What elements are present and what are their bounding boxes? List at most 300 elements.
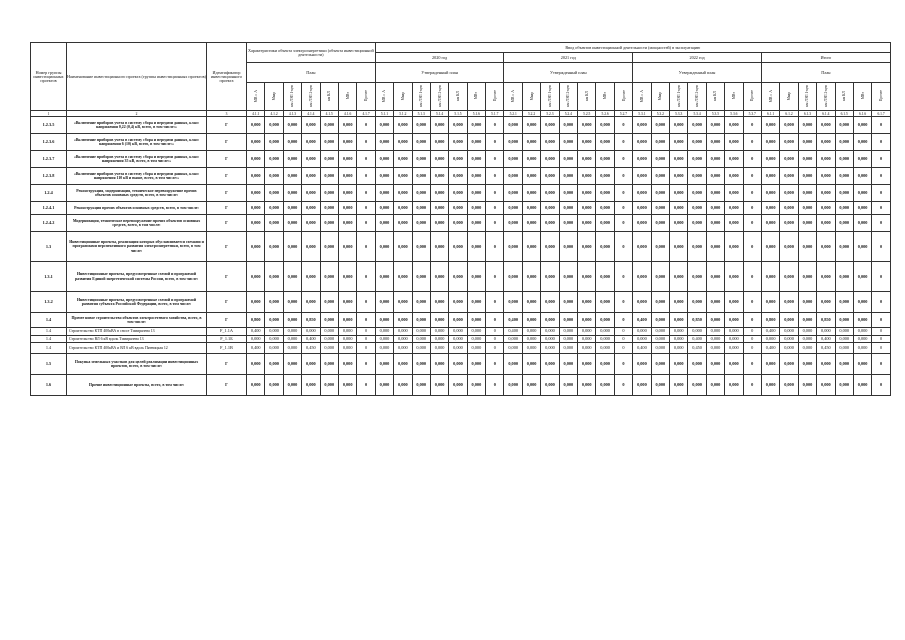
value-cell: 0,000 xyxy=(430,335,448,343)
value-cell: 0,000 xyxy=(578,151,596,168)
value-cell: 0,000 xyxy=(522,117,540,134)
value-cell: 0,000 xyxy=(835,313,853,328)
value-cell: 0,000 xyxy=(265,375,283,396)
value-cell: 0 xyxy=(872,313,891,328)
value-cell: 0,000 xyxy=(706,151,724,168)
header-year-2022: 2022 год xyxy=(633,53,762,63)
value-cell: 0 xyxy=(743,375,761,396)
unit-header: км ЛЭП 1-цеп xyxy=(541,83,559,111)
value-cell: 0 xyxy=(614,202,632,215)
unit-header: Мвар xyxy=(522,83,540,111)
value-cell: 0 xyxy=(614,354,632,375)
value-cell: 0,850 xyxy=(688,313,706,328)
value-cell: 0,000 xyxy=(688,354,706,375)
value-cell: 0,000 xyxy=(798,292,816,313)
value-cell: 0,000 xyxy=(412,215,430,232)
column-number: 6.1.5 xyxy=(835,111,853,117)
value-cell: 0,000 xyxy=(669,168,687,185)
value-cell: 0 xyxy=(357,343,375,354)
column-number: 5.1.2 xyxy=(394,111,412,117)
value-cell: 0,000 xyxy=(651,313,669,328)
value-cell: 0,000 xyxy=(651,292,669,313)
value-cell: 0,000 xyxy=(302,168,320,185)
value-cell: 0,000 xyxy=(283,185,301,202)
value-cell: 0,000 xyxy=(522,215,540,232)
value-cell: 0,000 xyxy=(853,202,871,215)
value-cell: 0,000 xyxy=(283,168,301,185)
value-cell: 0,000 xyxy=(761,151,779,168)
value-cell: 0,000 xyxy=(780,335,798,343)
value-cell: 0 xyxy=(614,328,632,336)
table-row xyxy=(31,292,891,313)
value-cell: 0,400 xyxy=(761,328,779,336)
value-cell: 0 xyxy=(872,375,891,396)
value-cell: 0,400 xyxy=(688,335,706,343)
value-cell: 0,000 xyxy=(578,292,596,313)
value-cell: 0,000 xyxy=(651,151,669,168)
value-cell: 0 xyxy=(743,202,761,215)
value-cell: 0,000 xyxy=(706,354,724,375)
value-cell: 0 xyxy=(743,262,761,292)
value-cell: 0,000 xyxy=(596,151,614,168)
value-cell: 0,000 xyxy=(669,151,687,168)
unit-header: км ЛЭП 1-цеп xyxy=(412,83,430,111)
value-cell: 0,000 xyxy=(412,313,430,328)
value-cell: 0 xyxy=(486,313,504,328)
value-cell: 0,000 xyxy=(798,117,816,134)
value-cell: 0,000 xyxy=(320,232,338,262)
value-cell: 0,000 xyxy=(798,328,816,336)
value-cell: 0 xyxy=(357,215,375,232)
value-cell: 0,000 xyxy=(761,292,779,313)
column-number: 4.1.4 xyxy=(302,111,320,117)
value-cell: 0,000 xyxy=(835,185,853,202)
value-cell: 0,000 xyxy=(541,292,559,313)
value-cell: 0,000 xyxy=(394,262,412,292)
value-cell: 0,000 xyxy=(412,292,430,313)
value-cell: 0,000 xyxy=(430,262,448,292)
value-cell: 0,000 xyxy=(302,292,320,313)
unit-header: км ЛЭП 2-цеп xyxy=(559,83,577,111)
header-volume-group: Ввод объектов инвестиционной деятельности (мощностей) в эксплуатацию xyxy=(375,43,890,53)
value-cell: 0,000 xyxy=(853,335,871,343)
row-id: Г xyxy=(207,375,247,396)
value-cell: 0,000 xyxy=(375,185,393,202)
value-cell: 0,000 xyxy=(578,134,596,151)
unit-header: МВт xyxy=(467,83,485,111)
value-cell: 0,000 xyxy=(798,151,816,168)
value-cell: 0,000 xyxy=(633,375,651,396)
row-number: 1.2.3.8 xyxy=(31,168,67,185)
value-cell: 0,000 xyxy=(761,262,779,292)
value-cell: 0 xyxy=(486,134,504,151)
value-cell: 0,000 xyxy=(320,202,338,215)
value-cell: 0,000 xyxy=(798,134,816,151)
value-cell: 0,000 xyxy=(283,328,301,336)
value-cell: 0,000 xyxy=(596,375,614,396)
value-cell: 0,000 xyxy=(780,185,798,202)
value-cell: 0 xyxy=(872,151,891,168)
value-cell: 0,000 xyxy=(596,354,614,375)
value-cell: 0,000 xyxy=(835,168,853,185)
value-cell: 0,000 xyxy=(467,292,485,313)
header-year-2020: 2020 год xyxy=(375,53,504,63)
value-cell: 0,000 xyxy=(835,292,853,313)
table-row xyxy=(31,168,891,185)
value-cell: 0,000 xyxy=(394,328,412,336)
value-cell: 0,000 xyxy=(338,313,356,328)
value-cell: 0,000 xyxy=(541,343,559,354)
unit-header: МВ×А xyxy=(504,83,522,111)
unit-header: МВт xyxy=(725,83,743,111)
value-cell: 0,000 xyxy=(320,328,338,336)
value-cell: 0,000 xyxy=(633,185,651,202)
value-cell: 0 xyxy=(486,328,504,336)
value-cell: 0,000 xyxy=(265,232,283,262)
value-cell: 0,000 xyxy=(835,375,853,396)
value-cell: 0,800 xyxy=(761,313,779,328)
column-number: 5.3.4 xyxy=(688,111,706,117)
column-number: 6.1.6 xyxy=(853,111,871,117)
value-cell: 0,000 xyxy=(338,202,356,215)
row-id: Г xyxy=(207,202,247,215)
value-cell: 0,000 xyxy=(320,117,338,134)
value-cell: 0,000 xyxy=(247,185,265,202)
value-cell: 0,000 xyxy=(522,375,540,396)
value-cell: 0,000 xyxy=(467,134,485,151)
column-number: 6.1.2 xyxy=(780,111,798,117)
unit-header: км КЛ xyxy=(449,83,467,111)
value-cell: 0 xyxy=(614,117,632,134)
value-cell: 0,000 xyxy=(283,117,301,134)
row-name: Строительство ВЛ 6 кВ вдоль Тимирязева 13 xyxy=(67,335,207,343)
value-cell: 0,000 xyxy=(835,151,853,168)
value-cell: 0,000 xyxy=(651,168,669,185)
value-cell: 0 xyxy=(486,292,504,313)
header-approved-plan-2022: Утвержденный план xyxy=(633,63,762,83)
value-cell: 0,000 xyxy=(761,375,779,396)
value-cell: 0,000 xyxy=(578,328,596,336)
unit-header: км ЛЭП 1-цеп xyxy=(669,83,687,111)
value-cell: 0,000 xyxy=(761,215,779,232)
value-cell: 0,000 xyxy=(430,232,448,262)
value-cell: 0,000 xyxy=(835,232,853,262)
value-cell: 0,000 xyxy=(412,328,430,336)
value-cell: 0,000 xyxy=(394,117,412,134)
value-cell: 0,000 xyxy=(302,202,320,215)
value-cell: 0 xyxy=(357,134,375,151)
row-name: Строительство КТП 400кВА и ВЛ 6 кВ вдоль Пятницкая 12 xyxy=(67,343,207,354)
value-cell: 0,000 xyxy=(559,262,577,292)
value-cell: 0,000 xyxy=(338,134,356,151)
value-cell: 0,000 xyxy=(725,151,743,168)
unit-header: км КЛ xyxy=(320,83,338,111)
row-number: 1.2.4.1 xyxy=(31,202,67,215)
value-cell: 0,000 xyxy=(817,134,835,151)
value-cell: 0,000 xyxy=(835,117,853,134)
value-cell: 0,000 xyxy=(302,262,320,292)
value-cell: 0 xyxy=(357,232,375,262)
value-cell: 0 xyxy=(486,202,504,215)
value-cell: 0,000 xyxy=(706,185,724,202)
value-cell: 0,000 xyxy=(320,262,338,292)
value-cell: 0,000 xyxy=(541,168,559,185)
value-cell: 0,000 xyxy=(633,232,651,262)
row-number: 1.3.1 xyxy=(31,262,67,292)
value-cell: 0,000 xyxy=(522,202,540,215)
unit-header: Мвар xyxy=(780,83,798,111)
value-cell: 0 xyxy=(486,354,504,375)
value-cell: 0,000 xyxy=(283,262,301,292)
value-cell: 0,000 xyxy=(375,375,393,396)
value-cell: 0,000 xyxy=(596,215,614,232)
value-cell: 0,000 xyxy=(541,134,559,151)
column-number: 5.1.3 xyxy=(412,111,430,117)
value-cell: 0,000 xyxy=(247,262,265,292)
value-cell: 0,000 xyxy=(430,168,448,185)
unit-header: км КЛ xyxy=(706,83,724,111)
value-cell: 0,000 xyxy=(688,328,706,336)
value-cell: 0,000 xyxy=(633,215,651,232)
header-plan: План xyxy=(247,63,376,83)
value-cell: 0 xyxy=(486,215,504,232)
value-cell: 0,000 xyxy=(761,134,779,151)
value-cell: 0,000 xyxy=(761,202,779,215)
value-cell: 0,000 xyxy=(430,292,448,313)
value-cell: 0,000 xyxy=(265,134,283,151)
value-cell: 0,000 xyxy=(265,343,283,354)
header-col-num: Номер группы инвестиционных проектов xyxy=(31,43,67,111)
column-number: 4.1.6 xyxy=(338,111,356,117)
value-cell: 0,000 xyxy=(394,343,412,354)
value-cell: 0 xyxy=(743,292,761,313)
value-cell: 0,000 xyxy=(853,328,871,336)
value-cell: 0,000 xyxy=(559,185,577,202)
value-cell: 0,000 xyxy=(522,292,540,313)
value-cell: 0,000 xyxy=(467,328,485,336)
value-cell: 0,000 xyxy=(578,215,596,232)
value-cell: 0,000 xyxy=(467,313,485,328)
value-cell: 0,000 xyxy=(320,134,338,151)
value-cell: 0 xyxy=(872,168,891,185)
value-cell: 0,000 xyxy=(578,232,596,262)
value-cell: 0,000 xyxy=(578,262,596,292)
value-cell: 0,000 xyxy=(651,202,669,215)
row-name: «Включение приборов учета в систему сбора и передачи данных, класс напряжения 6 (10) кВ, всего, в том числе:» xyxy=(67,134,207,151)
value-cell: 0,000 xyxy=(780,117,798,134)
header-year-2021: 2021 год xyxy=(504,53,633,63)
unit-header: км ЛЭП 2-цеп xyxy=(302,83,320,111)
value-cell: 0,000 xyxy=(669,215,687,232)
value-cell: 0,000 xyxy=(725,134,743,151)
value-cell: 0 xyxy=(357,292,375,313)
value-cell: 0,000 xyxy=(430,313,448,328)
table-row xyxy=(31,134,891,151)
column-number: 6.1.4 xyxy=(817,111,835,117)
value-cell: 0,000 xyxy=(780,328,798,336)
value-cell: 0,000 xyxy=(302,232,320,262)
row-number: 1.4 xyxy=(31,343,67,354)
value-cell: 0,000 xyxy=(725,313,743,328)
value-cell: 0,000 xyxy=(430,215,448,232)
value-cell: 0,000 xyxy=(688,232,706,262)
value-cell: 0,000 xyxy=(467,151,485,168)
value-cell: 0 xyxy=(486,343,504,354)
value-cell: 0,000 xyxy=(651,215,669,232)
value-cell: 0,000 xyxy=(835,202,853,215)
value-cell: 0,000 xyxy=(522,168,540,185)
value-cell: 0,000 xyxy=(688,168,706,185)
value-cell: 0,000 xyxy=(651,354,669,375)
value-cell: 0,000 xyxy=(283,375,301,396)
column-number: 5.3.2 xyxy=(651,111,669,117)
value-cell: 0,000 xyxy=(853,343,871,354)
row-id: Г xyxy=(207,134,247,151)
value-cell: 0,000 xyxy=(430,185,448,202)
value-cell: 0,000 xyxy=(338,343,356,354)
value-cell: 0 xyxy=(614,292,632,313)
value-cell: 0,000 xyxy=(302,151,320,168)
value-cell: 0,000 xyxy=(247,375,265,396)
value-cell: 0,000 xyxy=(633,134,651,151)
value-cell: 0 xyxy=(486,151,504,168)
table-row xyxy=(31,185,891,202)
value-cell: 0,000 xyxy=(430,134,448,151)
value-cell: 0,000 xyxy=(596,134,614,151)
value-cell: 0,000 xyxy=(467,335,485,343)
value-cell: 0,000 xyxy=(780,134,798,151)
value-cell: 0,000 xyxy=(265,335,283,343)
column-number: 5.1.1 xyxy=(375,111,393,117)
value-cell: 0 xyxy=(357,202,375,215)
value-cell: 0 xyxy=(486,168,504,185)
value-cell: 0 xyxy=(486,185,504,202)
value-cell: 0,000 xyxy=(449,168,467,185)
value-cell: 0,000 xyxy=(706,134,724,151)
row-id: Г xyxy=(207,354,247,375)
value-cell: 0,000 xyxy=(283,151,301,168)
column-number: 5.2.6 xyxy=(596,111,614,117)
value-cell: 0,000 xyxy=(596,262,614,292)
value-cell: 0,000 xyxy=(412,335,430,343)
value-cell: 0,000 xyxy=(798,313,816,328)
value-cell: 0,000 xyxy=(817,117,835,134)
column-number: 5.2.7 xyxy=(614,111,632,117)
value-cell: 0,000 xyxy=(798,354,816,375)
investment-table-sheet xyxy=(30,42,885,396)
value-cell: 0,000 xyxy=(798,375,816,396)
value-cell: 0,000 xyxy=(504,262,522,292)
value-cell: 0 xyxy=(872,292,891,313)
column-number: 5.2.1 xyxy=(504,111,522,117)
value-cell: 0 xyxy=(743,335,761,343)
value-cell: 0,000 xyxy=(835,328,853,336)
column-number: 4.1.1 xyxy=(247,111,265,117)
value-cell: 0,000 xyxy=(761,168,779,185)
unit-header: км ЛЭП 1-цеп xyxy=(798,83,816,111)
value-cell: 0,450 xyxy=(817,343,835,354)
value-cell: 0,000 xyxy=(669,354,687,375)
value-cell: 0,000 xyxy=(375,335,393,343)
value-cell: 0,000 xyxy=(596,202,614,215)
value-cell: 0,000 xyxy=(283,232,301,262)
value-cell: 0,000 xyxy=(596,185,614,202)
value-cell: 0,000 xyxy=(375,343,393,354)
value-cell: 0,000 xyxy=(504,375,522,396)
value-cell: 0,000 xyxy=(449,202,467,215)
value-cell: 0,000 xyxy=(302,134,320,151)
value-cell: 0 xyxy=(872,343,891,354)
value-cell: 0,000 xyxy=(559,215,577,232)
row-name: «Включение приборов учета в систему сбора и передачи данных, класс напряжения 110 кВ и выше, всего, в том числе:» xyxy=(67,168,207,185)
value-cell: 0,000 xyxy=(320,375,338,396)
value-cell: 0,000 xyxy=(559,202,577,215)
unit-header: км КЛ xyxy=(578,83,596,111)
value-cell: 0,000 xyxy=(467,168,485,185)
value-cell: 0,000 xyxy=(247,202,265,215)
value-cell: 0,000 xyxy=(265,202,283,215)
value-cell: 0,000 xyxy=(541,328,559,336)
value-cell: 0,000 xyxy=(449,292,467,313)
row-name: Строительство КТП 400кВА в сносе Тимирязева 13 xyxy=(67,328,207,336)
unit-header: Прочее xyxy=(486,83,504,111)
value-cell: 0,400 xyxy=(247,343,265,354)
table-row xyxy=(31,343,891,354)
value-cell: 0,000 xyxy=(706,328,724,336)
value-cell: 0,000 xyxy=(669,292,687,313)
unit-header: МВ×А xyxy=(247,83,265,111)
value-cell: 0,000 xyxy=(412,168,430,185)
column-number: 6.1.7 xyxy=(872,111,891,117)
value-cell: 0,400 xyxy=(633,313,651,328)
value-cell: 0,000 xyxy=(375,328,393,336)
value-cell: 0,000 xyxy=(375,202,393,215)
row-id: F_1.1Б xyxy=(207,335,247,343)
value-cell: 0,000 xyxy=(596,117,614,134)
table-row xyxy=(31,328,891,336)
value-cell: 0 xyxy=(872,232,891,262)
value-cell: 0,000 xyxy=(375,117,393,134)
value-cell: 0,000 xyxy=(412,185,430,202)
column-number: 5.2.2 xyxy=(522,111,540,117)
unit-header: Мвар xyxy=(394,83,412,111)
value-cell: 0,000 xyxy=(375,292,393,313)
value-cell: 0,000 xyxy=(467,185,485,202)
table-row xyxy=(31,232,891,262)
value-cell: 0,000 xyxy=(817,375,835,396)
value-cell: 0,000 xyxy=(449,117,467,134)
column-number: 6.1.3 xyxy=(798,111,816,117)
column-number: 5.3.6 xyxy=(725,111,743,117)
value-cell: 0,000 xyxy=(725,262,743,292)
value-cell: 0,000 xyxy=(706,375,724,396)
value-cell: 0,000 xyxy=(394,375,412,396)
value-cell: 0,000 xyxy=(688,292,706,313)
value-cell: 0,000 xyxy=(669,328,687,336)
value-cell: 0 xyxy=(357,168,375,185)
investment-table xyxy=(30,42,891,396)
value-cell: 0,400 xyxy=(247,328,265,336)
value-cell: 0,000 xyxy=(559,117,577,134)
value-cell: 0,000 xyxy=(247,232,265,262)
value-cell: 0 xyxy=(614,185,632,202)
value-cell: 0,000 xyxy=(541,262,559,292)
value-cell: 0,000 xyxy=(504,117,522,134)
value-cell: 0,000 xyxy=(596,292,614,313)
value-cell: 0,000 xyxy=(761,185,779,202)
value-cell: 0,000 xyxy=(412,354,430,375)
row-name: Инвестиционные проекты, предусмотренные схемой и программой развития Единой энергетической системы России, всего, в том числе: xyxy=(67,262,207,292)
